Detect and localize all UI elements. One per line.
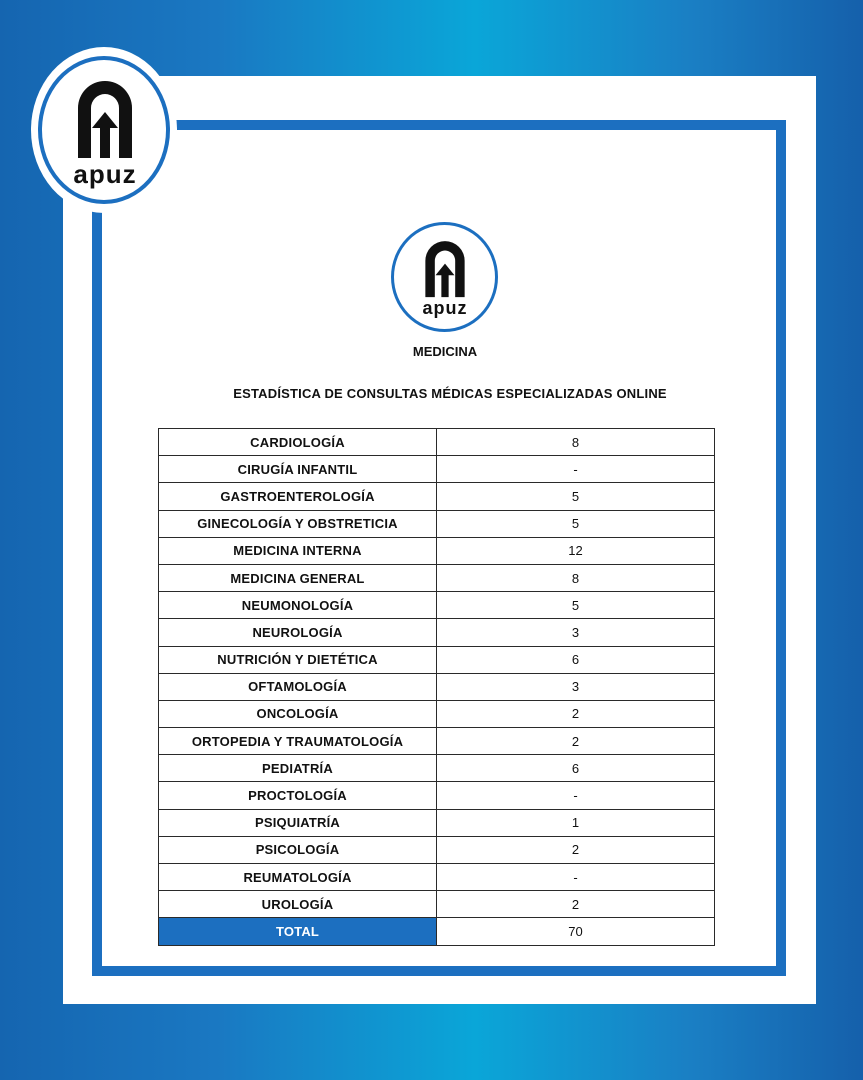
- table-row: [159, 864, 715, 891]
- specialty-cell: OFTAMOLOGÍA: [159, 673, 437, 700]
- total-value-cell: 70: [437, 918, 715, 945]
- table-row: [159, 592, 715, 619]
- table-row: [159, 673, 715, 700]
- table-row: [159, 891, 715, 918]
- count-cell: 2: [437, 728, 715, 755]
- specialty-cell: PSIQUIATRÍA: [159, 809, 437, 836]
- table-row: [159, 809, 715, 836]
- total-row: [159, 918, 715, 945]
- count-cell: 5: [437, 510, 715, 537]
- table-row: [159, 700, 715, 727]
- specialty-cell: NEUMONOLOGÍA: [159, 592, 437, 619]
- corner-logo-wordmark: apuz: [73, 159, 137, 189]
- specialty-cell: NEUROLOGÍA: [159, 619, 437, 646]
- count-cell: 5: [437, 483, 715, 510]
- count-cell: 8: [437, 564, 715, 591]
- table-row: [159, 646, 715, 673]
- count-cell: 8: [437, 429, 715, 456]
- total-label-cell: TOTAL: [159, 918, 437, 945]
- table-row: [159, 483, 715, 510]
- specialty-cell: PROCTOLOGÍA: [159, 782, 437, 809]
- count-cell: 2: [437, 891, 715, 918]
- table-row: [159, 619, 715, 646]
- center-logo-wordmark: apuz: [422, 298, 468, 318]
- specialty-cell: ORTOPEDIA Y TRAUMATOLOGÍA: [159, 728, 437, 755]
- table-row: [159, 510, 715, 537]
- count-cell: 3: [437, 673, 715, 700]
- specialty-cell: PEDIATRÍA: [159, 755, 437, 782]
- count-cell: 3: [437, 619, 715, 646]
- specialty-cell: NUTRICIÓN Y DIETÉTICA: [159, 646, 437, 673]
- specialty-cell: MEDICINA INTERNA: [159, 537, 437, 564]
- count-cell: 12: [437, 537, 715, 564]
- document-title: ESTADÍSTICA DE CONSULTAS MÉDICAS ESPECIALIZADAS ONLINE: [233, 386, 667, 401]
- count-cell: 1: [437, 809, 715, 836]
- count-cell: 6: [437, 646, 715, 673]
- count-cell: 6: [437, 755, 715, 782]
- table-row: [159, 564, 715, 591]
- table-row: [159, 728, 715, 755]
- specialty-cell: MEDICINA GENERAL: [159, 564, 437, 591]
- table-row: [159, 456, 715, 483]
- count-cell: 2: [437, 836, 715, 863]
- specialty-cell: CIRUGÍA INFANTIL: [159, 456, 437, 483]
- consultations-table: [158, 428, 715, 946]
- section-title: MEDICINA: [412, 344, 478, 359]
- specialty-cell: GINECOLOGÍA Y OBSTRETICIA: [159, 510, 437, 537]
- apuz-logo-icon-small: [420, 236, 470, 300]
- specialty-cell: UROLOGÍA: [159, 891, 437, 918]
- table-row: [159, 537, 715, 564]
- count-cell: -: [437, 864, 715, 891]
- specialty-cell: GASTROENTEROLOGÍA: [159, 483, 437, 510]
- apuz-logo-icon: [72, 74, 138, 162]
- count-cell: 5: [437, 592, 715, 619]
- specialty-cell: ONCOLOGÍA: [159, 700, 437, 727]
- specialty-cell: REUMATOLOGÍA: [159, 864, 437, 891]
- table-row: [159, 755, 715, 782]
- count-cell: -: [437, 456, 715, 483]
- count-cell: -: [437, 782, 715, 809]
- specialty-cell: PSICOLOGÍA: [159, 836, 437, 863]
- table-row: [159, 836, 715, 863]
- table-row: [159, 782, 715, 809]
- specialty-cell: CARDIOLOGÍA: [159, 429, 437, 456]
- count-cell: 2: [437, 700, 715, 727]
- table-row: [159, 429, 715, 456]
